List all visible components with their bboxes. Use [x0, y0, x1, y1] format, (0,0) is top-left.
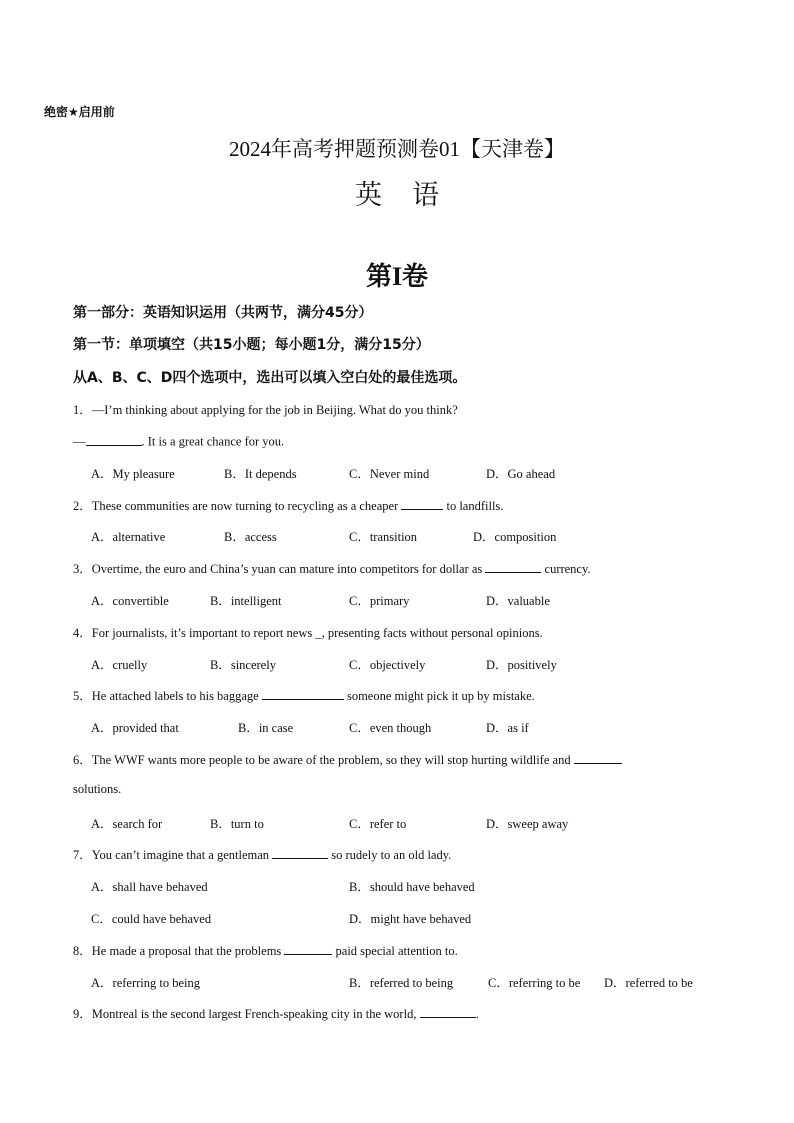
exam-title: 2024年高考押题预测卷01【天津卷】	[229, 137, 565, 161]
question-text: 3．Overtime, the euro and China’s yuan can mature into competitors for dollar as	[73, 562, 486, 576]
option-b: B．It depends	[224, 467, 297, 481]
option-a: A．provided that	[91, 721, 179, 735]
option-c: C．refer to	[349, 817, 407, 831]
option-a: A．convertible	[91, 594, 169, 608]
question-text: someone might pick it up by mistake.	[343, 689, 535, 703]
option-d: D．as if	[486, 721, 529, 735]
question-9	[73, 1004, 479, 1022]
option-a: A．cruelly	[91, 658, 148, 672]
option-d: D．valuable	[486, 594, 550, 608]
option-c: C．could have behaved	[91, 912, 212, 926]
answer-blank	[86, 432, 142, 446]
question-text: 7．You can’t imagine that a gentleman	[73, 848, 273, 862]
option-d: D．referred to be	[604, 976, 693, 990]
option-c: C．referring to be	[488, 976, 581, 990]
part-heading: 第一部分：英语知识运用（共两节，满分45分）	[73, 305, 373, 321]
answer-blank	[401, 497, 443, 511]
question-text: 8．He made a proposal that the problems	[73, 944, 285, 958]
option-a: A．referring to being	[91, 976, 200, 990]
option-a: A．search for	[91, 817, 163, 831]
answer-blank	[272, 846, 328, 860]
option-d: D．Go ahead	[486, 467, 556, 481]
question-text: solutions.	[73, 782, 122, 796]
question-text: 2．These communities are now turning to recycling as a cheaper	[73, 499, 402, 513]
option-b: B．sincerely	[210, 658, 276, 672]
question-7	[73, 845, 451, 863]
question-text: to landfills.	[443, 499, 504, 513]
question-text: paid special attention to.	[332, 944, 458, 958]
question-text: .	[475, 1007, 479, 1021]
question-text: . It is a great chance for you.	[141, 434, 285, 449]
question-1	[73, 400, 458, 418]
option-d: D．might have behaved	[349, 912, 472, 926]
question-1-line2	[73, 432, 284, 450]
volume-title: 第I卷	[365, 262, 429, 291]
answer-blank	[574, 751, 622, 765]
option-d: D．positively	[486, 658, 557, 672]
option-b: B．turn to	[210, 817, 264, 831]
option-a: A．My pleasure	[91, 467, 175, 481]
question-text: currency.	[541, 562, 591, 576]
option-a: A．alternative	[91, 530, 166, 544]
question-8	[73, 941, 458, 959]
option-c: C．primary	[349, 594, 410, 608]
question-text: 9．Montreal is the second largest French-speaking city in the world,	[73, 1007, 420, 1021]
option-a: A．shall have behaved	[91, 880, 208, 894]
question-3	[73, 559, 591, 577]
answer-blank	[284, 942, 332, 956]
question-2	[73, 496, 503, 514]
option-b: B．referred to being	[349, 976, 454, 990]
question-text: 5．He attached labels to his baggage	[73, 689, 262, 703]
option-c: C．transition	[349, 530, 418, 544]
option-c: C．Never mind	[349, 467, 430, 481]
confidential-label: 绝密★启用前	[44, 105, 115, 119]
question-text: so rudely to an old lady.	[328, 848, 452, 862]
question-text: 1．—I’m thinking about applying for the job in Beijing. What do you think?	[73, 403, 458, 417]
question-4	[73, 623, 543, 641]
question-text: —	[73, 434, 86, 449]
question-text: 4．For journalists, it’s important to report news _, presenting facts without personal opinions.	[73, 626, 543, 640]
option-b: B．should have behaved	[349, 880, 475, 894]
question-6	[73, 750, 622, 768]
option-b: B．intelligent	[210, 594, 282, 608]
answer-blank	[485, 560, 541, 574]
answer-blank	[420, 1005, 476, 1019]
option-c: C．objectively	[349, 658, 426, 672]
option-c: C．even though	[349, 721, 432, 735]
option-d: D．composition	[473, 530, 557, 544]
subject-title: 英语	[355, 180, 469, 210]
section-heading: 第一节：单项填空（共15小题；每小题1分，满分15分）	[73, 337, 430, 353]
option-d: D．sweep away	[486, 817, 569, 831]
question-text: 6．The WWF wants more people to be aware of the problem, so they will stop hurting wildlife and	[73, 753, 574, 767]
answer-blank	[262, 687, 344, 701]
question-5	[73, 686, 535, 704]
option-b: B．in case	[238, 721, 294, 735]
option-b: B．access	[224, 530, 277, 544]
instruction-text: 从A、B、C、D四个选项中，选出可以填入空白处的最佳选项。	[73, 370, 467, 386]
question-6-line2	[73, 782, 121, 797]
